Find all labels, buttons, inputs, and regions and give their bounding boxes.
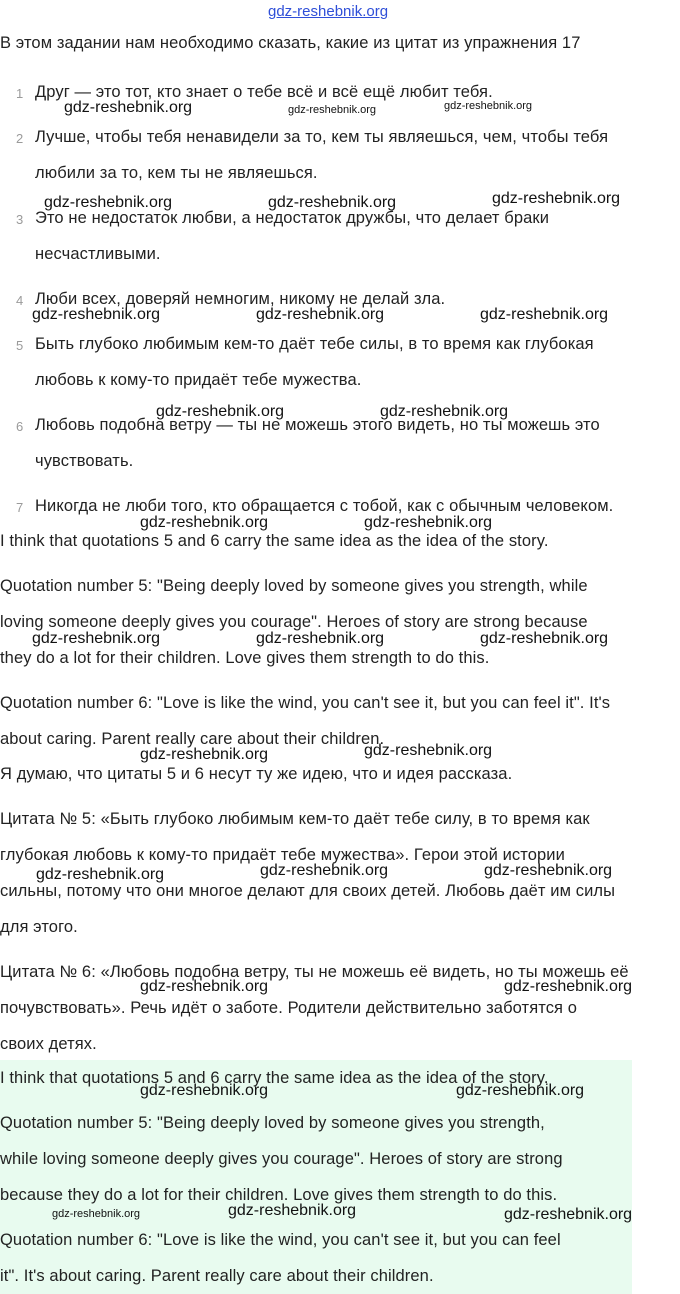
- answer-line: about caring. Parent really care about their children.: [0, 730, 385, 748]
- watermark: gdz-reshebnik.org: [256, 306, 385, 323]
- watermark: gdz-reshebnik.org: [268, 194, 397, 211]
- answer-line: loving someone deeply gives you courage". Heroes of story are strong because: [0, 613, 588, 631]
- quote-line: Никогда не люби того, кто обращается с тобой, как с обычным человеком.: [35, 497, 614, 515]
- watermark: gdz-reshebnik.org: [492, 190, 621, 207]
- answer-line: Quotation number 6: "Love is like the wind, you can't see it, but you can feel: [0, 1231, 561, 1249]
- watermark: gdz-reshebnik.org: [480, 630, 609, 647]
- watermark: gdz-reshebnik.org: [456, 1082, 585, 1099]
- answer-line: Quotation number 6: "Love is like the wind, you can't see it, but you can feel it". It's: [0, 694, 611, 712]
- answer-paragraph: I think that quotations 5 and 6 carry the same idea as the idea of the story.: [0, 1069, 549, 1087]
- quote-line: Люби всех, доверяй немногим, никому не делай зла.: [35, 290, 446, 308]
- watermark: gdz-reshebnik.org: [364, 514, 493, 531]
- watermark: gdz-reshebnik.org: [256, 630, 385, 647]
- watermark: gdz-reshebnik.org: [260, 862, 389, 879]
- watermark: gdz-reshebnik.org: [140, 746, 269, 763]
- watermark: gdz-reshebnik.org: [484, 862, 613, 879]
- answer-line: Quotation number 5: "Being deeply loved by someone gives you strength,: [0, 1114, 545, 1132]
- answer-line: своих детях.: [0, 1035, 97, 1053]
- watermark: gdz-reshebnik.org: [288, 104, 377, 116]
- watermark: gdz-reshebnik.org: [156, 403, 285, 420]
- watermark: gdz-reshebnik.org: [44, 194, 173, 211]
- answer-paragraph: Я думаю, что цитаты 5 и 6 несут ту же идею, что и идея рассказа.: [0, 765, 513, 783]
- answer-line: Цитата № 5: «Быть глубоко любимым кем-то даёт тебе силу, в то время как: [0, 810, 590, 828]
- quote-line: Это не недостаток любви, а недостаток дружбы, что делает браки: [35, 209, 550, 227]
- watermark: gdz-reshebnik.org: [380, 403, 509, 420]
- answer-line: почувствовать». Речь идёт о заботе. Родители действительно заботятся о: [0, 999, 578, 1017]
- watermark: gdz-reshebnik.org: [480, 306, 609, 323]
- watermark: gdz-reshebnik.org: [32, 630, 161, 647]
- intro-text: В этом задании нам необходимо сказать, какие из цитат из упражнения 17: [0, 34, 581, 52]
- quote-line: чувствовать.: [35, 452, 134, 470]
- quote-line: Друг — это тот, кто знает о тебе всё и всё ещё любит тебя.: [35, 83, 493, 101]
- quote-line: Лучше, чтобы тебя ненавидели за то, кем ты являешься, чем, чтобы тебя: [35, 128, 609, 146]
- watermark: gdz-reshebnik.org: [504, 1206, 633, 1223]
- answer-line: глубокая любовь к кому-то придаёт тебе мужества». Герои этой истории: [0, 846, 565, 864]
- watermark: gdz-reshebnik.org: [504, 978, 633, 995]
- answer-line: сильны, потому что они многое делают для своих детей. Любовь даёт им силы: [0, 882, 616, 900]
- quote-line: Быть глубоко любимым кем-то даёт тебе силы, в то время как глубокая: [35, 335, 594, 353]
- watermark: gdz-reshebnik.org: [444, 100, 533, 112]
- quote-line: Любовь подобна ветру — ты не можешь этого видеть, но ты можешь это: [35, 416, 600, 434]
- answer-line: it". It's about caring. Parent really care about their children.: [0, 1267, 434, 1285]
- quote-number: 7: [16, 500, 24, 515]
- watermark: gdz-reshebnik.org: [140, 514, 269, 531]
- watermark: gdz-reshebnik.org: [140, 978, 269, 995]
- watermark: gdz-reshebnik.org: [32, 306, 161, 323]
- quote-number: 2: [16, 131, 24, 146]
- site-link[interactable]: gdz-reshebnik.org: [268, 3, 389, 20]
- answer-line: because they do a lot for their children. Love gives them strength to do this.: [0, 1186, 558, 1204]
- answer-line: while loving someone deeply gives you courage". Heroes of story are strong: [0, 1150, 563, 1168]
- quote-number: 5: [16, 338, 24, 353]
- quote-number: 6: [16, 419, 24, 434]
- watermark: gdz-reshebnik.org: [64, 99, 193, 116]
- watermark: gdz-reshebnik.org: [364, 742, 493, 759]
- watermark: gdz-reshebnik.org: [36, 866, 165, 883]
- answer-line: для этого.: [0, 918, 78, 936]
- quote-line: любовь к кому-то придаёт тебе мужества.: [35, 371, 362, 389]
- quote-number: 4: [16, 293, 24, 308]
- answer-line: Quotation number 5: "Being deeply loved by someone gives you strength, while: [0, 577, 588, 595]
- answer-paragraph: I think that quotations 5 and 6 carry the same idea as the idea of the story.: [0, 532, 549, 550]
- quote-number: 1: [16, 86, 24, 101]
- watermark: gdz-reshebnik.org: [228, 1202, 357, 1219]
- quote-line: несчастливыми.: [35, 245, 161, 263]
- answer-line: they do a lot for their children. Love gives them strength to do this.: [0, 649, 490, 667]
- quote-number: 3: [16, 212, 24, 227]
- cut-off-line: [30, 68, 630, 76]
- answer-line: Цитата № 6: «Любовь подобна ветру, ты не можешь её видеть, но ты можешь её: [0, 963, 629, 981]
- watermark: gdz-reshebnik.org: [52, 1208, 141, 1220]
- quote-line: любили за то, кем ты не являешься.: [35, 164, 318, 182]
- watermark: gdz-reshebnik.org: [140, 1082, 269, 1099]
